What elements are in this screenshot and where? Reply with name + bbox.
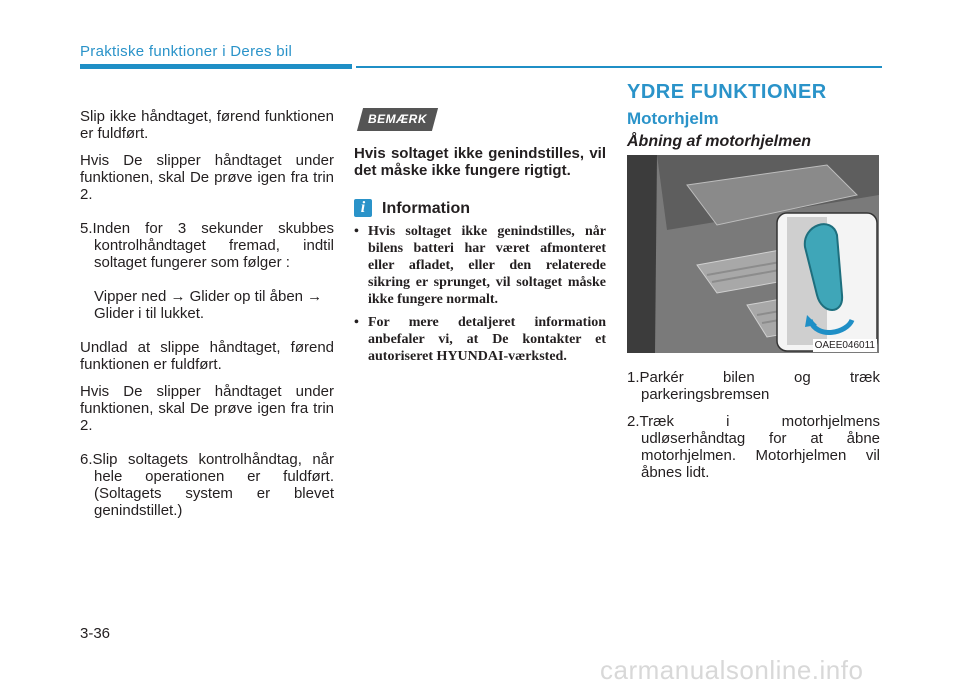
hood-release-figure bbox=[627, 155, 879, 353]
step-1: 1.Parkér bilen og træk parkeringsbremsen bbox=[627, 369, 880, 403]
info-list bbox=[354, 223, 606, 365]
watermark: carmanualsonline.info bbox=[600, 655, 864, 685]
note-badge: BEMÆRK bbox=[360, 108, 606, 131]
subsection-title: Motorhjelm bbox=[627, 109, 719, 128]
list-item: • For mere detaljeret information anbefaler vi, at De kontakter et autoriseret HYUNDAI-værksted. bbox=[354, 315, 606, 364]
step-5: 5.Inden for 3 sekunder skubbes kontrolhåndtaget fremad, indtil soltaget fungerer som følger : bbox=[80, 220, 334, 271]
list-item: • Hvis soltaget ikke genindstilles, når bilens batteri har været afmonteret eller afladet, eller den relaterede sikring er sprunget, vil soltaget måske ikke fungere normalt. bbox=[354, 224, 606, 307]
chapter-title: Praktiske funktioner i Deres bil bbox=[80, 43, 293, 60]
step-6: 6.Slip soltagets kontrolhåndtag, når hele operationen er fuldført. (Soltagets system er blevet genindstillet.) bbox=[80, 451, 334, 519]
column-1 bbox=[80, 108, 334, 519]
step-2: 2.Træk i motorhjelmens udløserhåndtag for at åbne motorhjelmen. Motorhjelmen vil åbnes lidt. bbox=[627, 413, 880, 481]
info-title: Information bbox=[382, 199, 470, 217]
page-number: 3-36 bbox=[80, 625, 111, 642]
paragraph-1: Slip ikke håndtaget, førend funktionen er fuldført. bbox=[80, 108, 334, 142]
column-3 bbox=[627, 81, 880, 481]
info-icon: i bbox=[354, 199, 372, 217]
header-accent-bar bbox=[80, 64, 352, 69]
section-title: YDRE FUNKTIONER bbox=[627, 81, 827, 103]
procedure-title: Åbning af motorhjelmen bbox=[627, 133, 811, 150]
sequence-text: Vipper ned → Glider op til åben → Glider i til lukket. bbox=[94, 288, 323, 322]
hood-release-illustration bbox=[627, 155, 879, 353]
paragraph-2: Hvis De slipper håndtaget under funktionen, skal De prøve igen fra trin 2. bbox=[80, 152, 334, 203]
column-2 bbox=[354, 108, 606, 365]
info-header bbox=[354, 199, 606, 217]
image-code: OAEE046011 bbox=[814, 340, 875, 351]
header-rule bbox=[356, 66, 882, 68]
paragraph-4: Hvis De slipper håndtaget under funktionen, skal De prøve igen fra trin 2. bbox=[80, 383, 334, 434]
paragraph-3: Undlad at slippe håndtaget, førend funktionen er fuldført. bbox=[80, 339, 334, 373]
note-text: Hvis soltaget ikke genindstilles, vil det måske ikke fungere rigtigt. bbox=[354, 145, 606, 179]
